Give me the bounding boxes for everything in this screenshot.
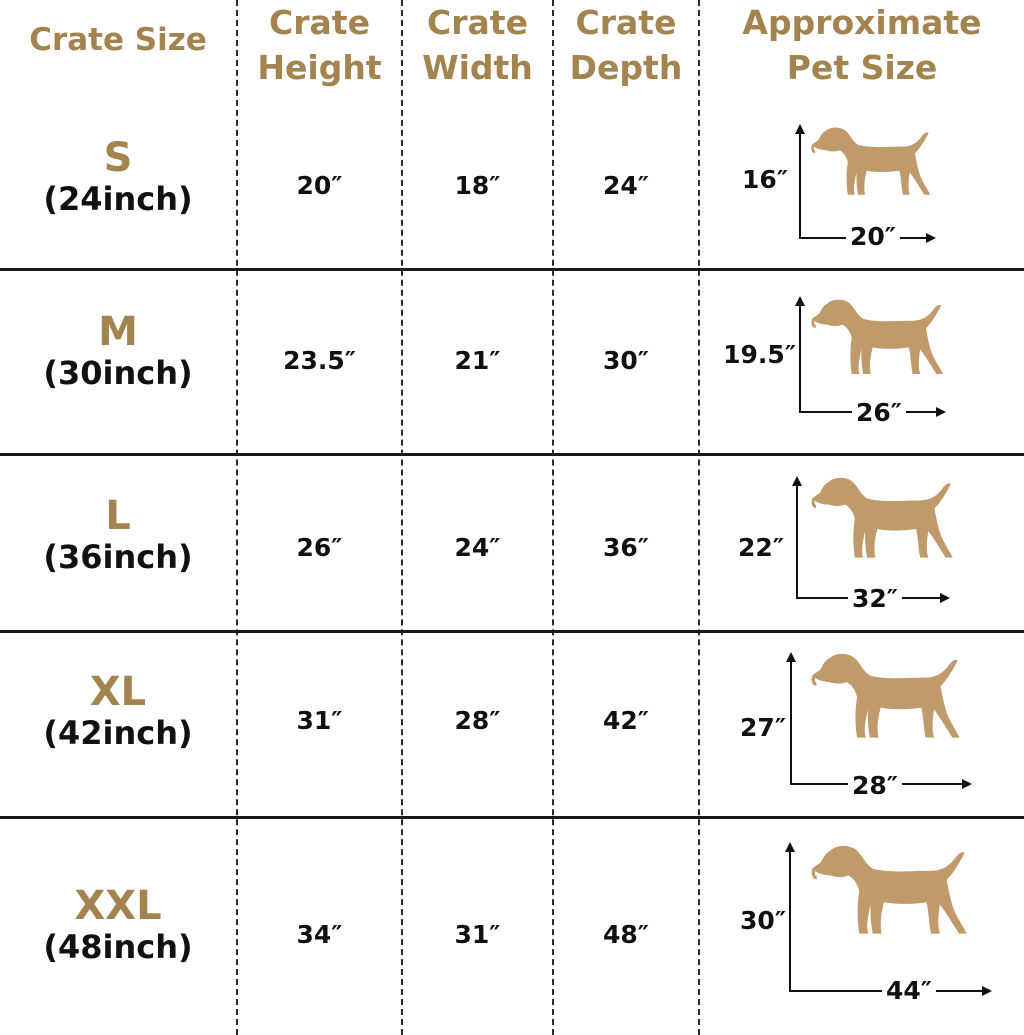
dog-silhouette-icon xyxy=(812,300,943,374)
crate-width-value: 18″ xyxy=(454,171,501,200)
crate-depth-value: 30″ xyxy=(603,346,649,375)
row-separator xyxy=(0,630,1024,633)
header-pet-size-line2: Pet Size xyxy=(786,48,938,87)
crate-height-value: 26″ xyxy=(296,533,343,562)
header-crate-width xyxy=(403,0,552,90)
crate-size-inches: (30inch) xyxy=(43,354,193,392)
crate-size-label: XL xyxy=(89,669,147,715)
crate-size-inches: (48inch) xyxy=(43,928,193,966)
dog-silhouette-shape xyxy=(812,478,953,558)
arrow-up-icon xyxy=(795,124,805,134)
column-separator xyxy=(552,0,554,1035)
crate-size-label: M xyxy=(98,309,138,355)
dog-silhouette-shape xyxy=(812,846,967,934)
crate-width-value: 21″ xyxy=(454,346,501,375)
crate-width-value: 28″ xyxy=(454,706,501,735)
dog-silhouette-shape xyxy=(812,127,931,194)
pet-length-value: 32″ xyxy=(848,584,902,614)
arrow-up-icon xyxy=(792,476,802,486)
crate-size-label: S xyxy=(103,135,133,181)
crate-height-value: 31″ xyxy=(296,706,343,735)
crate-depth-value: 24″ xyxy=(603,171,649,200)
crate-height-value: 20″ xyxy=(296,171,343,200)
crate-size-inches: (36inch) xyxy=(43,538,193,576)
crate-size-inches: (24inch) xyxy=(43,180,193,218)
header-crate-depth-line1: Crate xyxy=(575,3,677,42)
header-crate-size: Crate Size xyxy=(29,22,207,58)
pet-height-value: 22″ xyxy=(738,533,784,562)
header-approximate-pet-size xyxy=(700,0,1024,90)
pet-length-value: 26″ xyxy=(852,398,906,428)
header-pet-size-line1: Approximate xyxy=(742,3,982,42)
row-separator xyxy=(0,816,1024,819)
header-crate-depth xyxy=(554,0,698,90)
arrow-right-icon xyxy=(926,233,936,243)
dog-silhouette-icon xyxy=(812,478,953,558)
pet-length-value: 44″ xyxy=(882,976,936,1006)
column-separator xyxy=(236,0,238,1035)
header-crate-width-line1: Crate xyxy=(427,3,528,42)
pet-length-value: 28″ xyxy=(848,771,902,801)
crate-size-inches: (42inch) xyxy=(43,714,193,752)
arrow-right-icon xyxy=(962,779,972,789)
arrow-up-icon xyxy=(795,296,805,306)
pet-height-value: 19.5″ xyxy=(723,340,796,369)
header-crate-height xyxy=(238,0,401,90)
crate-depth-value: 36″ xyxy=(603,533,649,562)
crate-height-value: 34″ xyxy=(296,920,343,949)
row-separator xyxy=(0,268,1024,271)
column-separator xyxy=(401,0,403,1035)
dog-silhouette-icon xyxy=(812,127,931,194)
header-crate-height-line1: Crate xyxy=(269,3,370,42)
crate-depth-value: 42″ xyxy=(603,706,649,735)
pet-length-value: 20″ xyxy=(846,222,900,252)
crate-size-label: L xyxy=(105,493,131,539)
arrow-right-icon xyxy=(940,593,950,603)
arrow-up-icon xyxy=(786,652,796,662)
crate-height-value: 23.5″ xyxy=(283,346,356,375)
arrow-right-icon xyxy=(982,986,992,996)
row-separator xyxy=(0,453,1024,456)
crate-depth-value: 48″ xyxy=(603,920,649,949)
arrow-up-icon xyxy=(785,842,795,852)
crate-width-value: 31″ xyxy=(454,920,501,949)
crate-width-value: 24″ xyxy=(454,533,501,562)
pet-height-value: 30″ xyxy=(740,906,786,935)
arrow-right-icon xyxy=(936,407,946,417)
header-crate-depth-line2: Depth xyxy=(569,48,683,87)
pet-height-value: 27″ xyxy=(740,713,786,742)
header-crate-width-line2: Width xyxy=(422,48,533,87)
dog-silhouette-shape xyxy=(812,654,960,738)
dog-silhouette-shape xyxy=(812,300,943,374)
pet-height-value: 16″ xyxy=(742,165,788,194)
header-crate-height-line2: Height xyxy=(257,48,382,87)
crate-size-label: XXL xyxy=(74,883,162,929)
dog-silhouette-icon xyxy=(812,654,960,738)
dog-silhouette-icon xyxy=(812,846,967,934)
